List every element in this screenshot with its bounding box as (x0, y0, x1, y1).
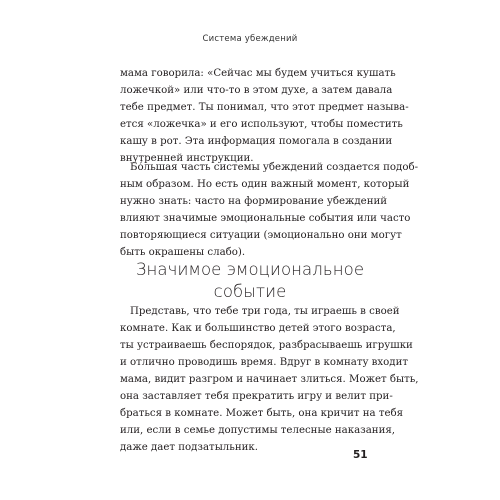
heading-line: Значимое эмоциональное (135, 260, 365, 279)
page-number: 51 (353, 449, 368, 461)
paragraph (120, 65, 409, 167)
text-line: мама, видит разгром и начинает злиться. Может быть, (120, 374, 419, 385)
text-line: ты устраиваешь беспорядок, разбрасываешь игрушки (120, 340, 413, 351)
text-line: кашу в рот. Эта информация помогала в создании (120, 136, 393, 147)
paragraph (120, 159, 419, 261)
running-header: Система убеждений (202, 34, 298, 44)
text-line: Бо́льшая часть системы убеждений создается подоб- (130, 162, 419, 173)
heading-line: событие (213, 282, 287, 301)
text-line: она заставляет тебя прекратить игру и велит при- (120, 391, 393, 402)
text-line: мама говорила: «Сейчас мы будем учиться кушать (120, 68, 396, 79)
text-line: и отлично проводишь время. Вдруг в комнату входит (120, 357, 408, 368)
text-line: ным образом. Но есть один важный момент, который (120, 179, 410, 190)
text-line: браться в комнате. Может быть, она кричит на тебя (120, 408, 404, 419)
text-line: быть окрашены слабо). (120, 247, 246, 258)
text-line: внутренней инструкции. (120, 153, 254, 164)
text-line: комнате. Как и большинство детей этого возраста, (120, 323, 396, 334)
paragraph (120, 303, 419, 456)
text-line: Представь, что тебе три года, ты играешь в своей (130, 306, 400, 317)
text-line: повторяющиеся ситуации (эмоционально они могут (120, 230, 402, 241)
text-line: или, если в семье допустимы телесные наказания, (120, 425, 396, 436)
text-line: ется «ложечка» и его используют, чтобы поместить (120, 119, 403, 130)
text-line: даже дает подзатыльник. (120, 442, 259, 453)
text-line: тебе предмет. Ты понимал, что этот предмет называ- (120, 102, 409, 113)
text-line: ложечкой» или что-то в этом духе, а затем давала (120, 85, 393, 96)
text-line: нужно знать: часто на формирование убеждений (120, 196, 388, 207)
text-line: влияют значимые эмоциональные события или часто (120, 213, 411, 224)
section-heading (100, 259, 400, 303)
